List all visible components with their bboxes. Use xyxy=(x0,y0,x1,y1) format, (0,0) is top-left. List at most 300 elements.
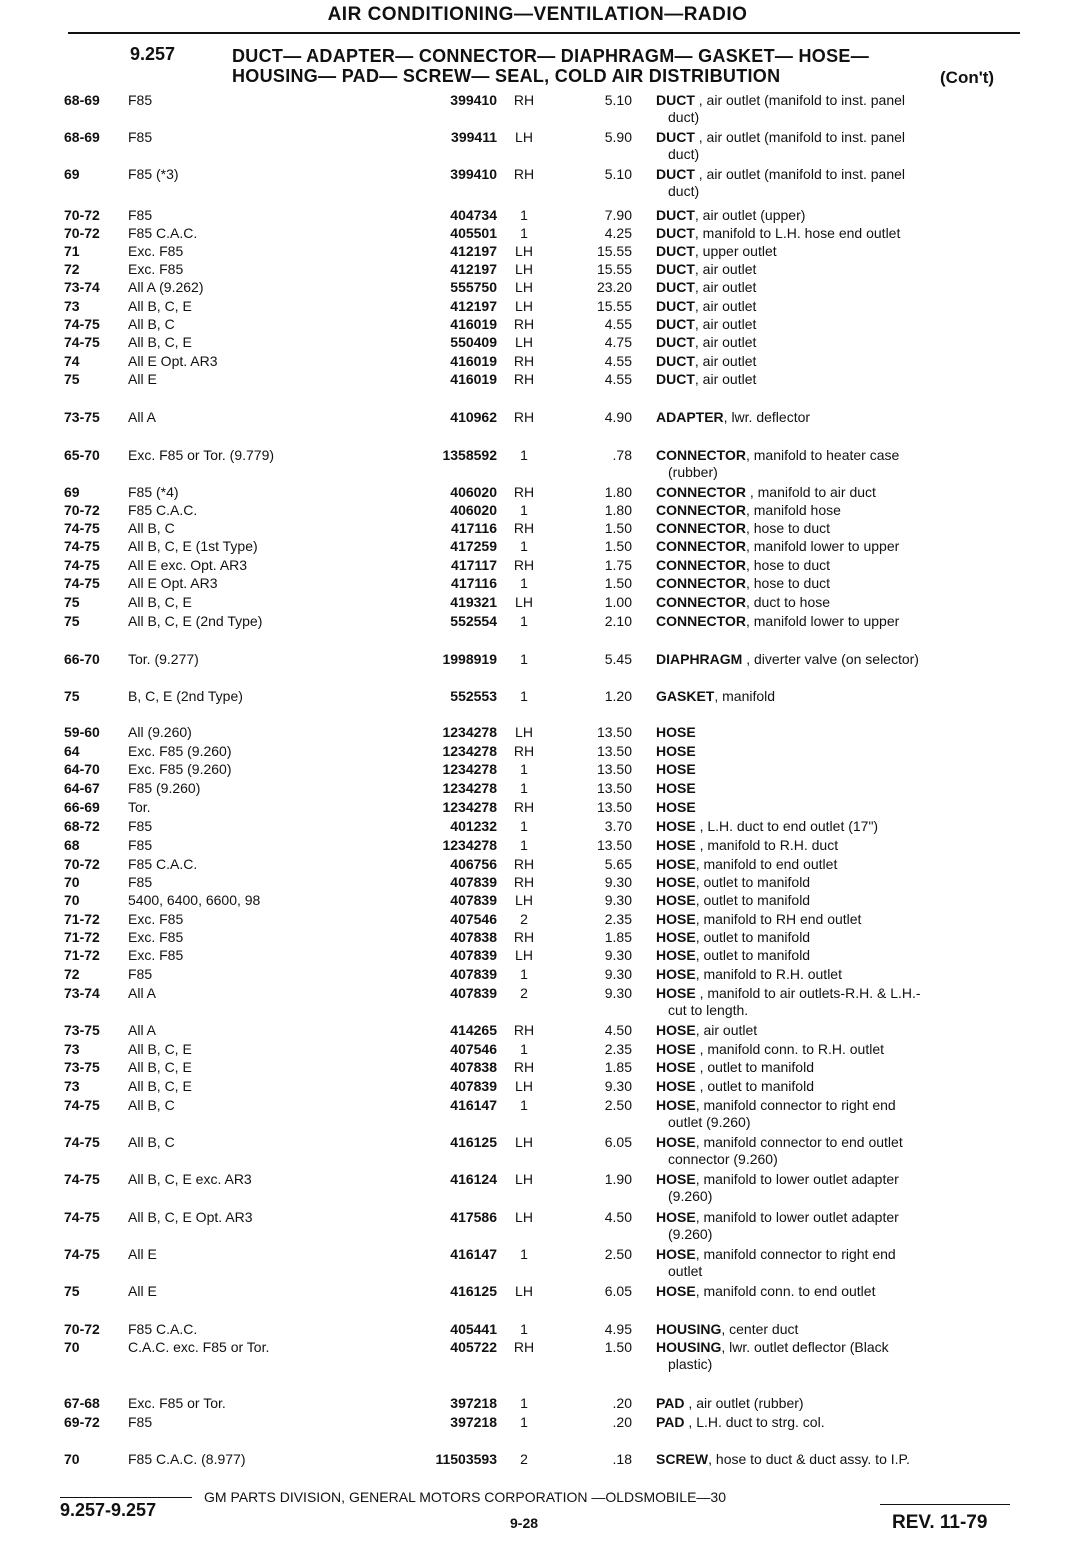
description-item-name: ADAPTER xyxy=(656,409,724,425)
description-detail: , manifold to R.H. outlet xyxy=(695,966,842,982)
price-cell: 4.75 xyxy=(604,334,632,350)
model-cell: All E exc. Opt. AR3 xyxy=(128,557,248,573)
year-cell: 74-75 xyxy=(64,316,100,332)
quantity-cell: 1 xyxy=(520,613,528,629)
quantity-cell: LH xyxy=(515,243,533,259)
table-row xyxy=(0,798,1075,816)
description-detail: , manifold to R.H. duct xyxy=(695,837,839,853)
price-cell: 1.00 xyxy=(604,594,632,610)
section-number: 9.257 xyxy=(130,44,176,64)
price-cell: 4.95 xyxy=(604,1321,632,1337)
model-cell: Exc. F85 (9.260) xyxy=(128,743,232,759)
year-cell: 69-72 xyxy=(64,1414,100,1430)
table-row xyxy=(0,650,1075,668)
price-cell: 15.55 xyxy=(596,298,632,314)
table-row xyxy=(0,1338,1075,1356)
price-cell: 9.30 xyxy=(604,874,632,890)
description-item-name: HOSE xyxy=(656,780,696,796)
part-number-cell: 417586 xyxy=(450,1209,497,1225)
model-cell: 5400, 6400, 6600, 98 xyxy=(128,892,261,908)
model-cell: C.A.C. exc. F85 or Tor. xyxy=(128,1339,270,1355)
part-number-cell: 407838 xyxy=(450,1059,497,1075)
description-detail: , manifold to heater case xyxy=(745,447,900,463)
part-number-cell: 407839 xyxy=(450,966,497,982)
table-row-continuation xyxy=(0,1355,1075,1373)
description-detail: , hose to duct xyxy=(745,557,831,573)
price-cell: 3.70 xyxy=(604,818,632,834)
model-cell: All B, C, E xyxy=(128,1078,192,1094)
model-cell: B, C, E (2nd Type) xyxy=(128,688,243,704)
description-detail: , manifold connector to end outlet xyxy=(695,1134,903,1150)
model-cell: All E xyxy=(128,1246,157,1262)
year-cell: 66-70 xyxy=(64,651,100,667)
table-row xyxy=(0,760,1075,778)
table-row-continuation xyxy=(0,1187,1075,1205)
description-detail: , air outlet (manifold to inst. panel xyxy=(694,92,905,108)
table-row xyxy=(0,855,1075,873)
table-row xyxy=(0,910,1075,928)
description-cell xyxy=(656,1133,1020,1151)
price-cell: 9.30 xyxy=(604,1078,632,1094)
description-detail: , air outlet (upper) xyxy=(694,207,806,223)
description-detail: , outlet to manifold xyxy=(695,1078,814,1094)
part-number-cell: 407839 xyxy=(450,892,497,908)
model-cell: All E Opt. AR3 xyxy=(128,575,218,591)
model-cell: F85 C.A.C. xyxy=(128,502,198,518)
year-cell: 74-75 xyxy=(64,575,100,591)
price-cell: 1.20 xyxy=(604,688,632,704)
table-row xyxy=(0,593,1075,611)
part-number-cell: 404734 xyxy=(450,207,497,223)
part-number-cell: 1998919 xyxy=(442,651,497,667)
description-item-name: HOSE xyxy=(656,911,696,927)
part-number-cell: 555750 xyxy=(450,279,497,295)
description-detail: , outlet to manifold xyxy=(695,1059,814,1075)
table-row-continuation xyxy=(0,463,1075,481)
description-item-name: CONNECTOR xyxy=(656,557,746,573)
description-cell xyxy=(656,817,1020,835)
model-cell: F85 (*3) xyxy=(128,166,179,182)
year-cell: 67-68 xyxy=(64,1395,100,1411)
price-cell: 9.30 xyxy=(604,947,632,963)
table-row xyxy=(0,556,1075,574)
part-number-cell: 550409 xyxy=(450,334,497,350)
description-cell xyxy=(656,333,1020,351)
quantity-cell: LH xyxy=(515,334,533,350)
section-continued: (Con't) xyxy=(940,68,995,87)
quantity-cell: 1 xyxy=(520,1246,528,1262)
table-row xyxy=(0,315,1075,333)
quantity-cell: LH xyxy=(515,298,533,314)
quantity-cell: LH xyxy=(515,1171,533,1187)
price-cell: 1.85 xyxy=(604,929,632,945)
year-cell: 74-75 xyxy=(64,557,100,573)
description-detail: , outlet to manifold xyxy=(695,874,811,890)
description-item-name: HOSE xyxy=(656,1283,696,1299)
part-number-cell: 397218 xyxy=(450,1395,497,1411)
description-detail: , hose to duct & duct assy. to I.P. xyxy=(708,1451,910,1467)
model-cell: F85 (9.260) xyxy=(128,780,201,796)
model-cell: All B, C xyxy=(128,316,175,332)
price-cell: 6.05 xyxy=(604,1134,632,1150)
quantity-cell: RH xyxy=(513,371,535,387)
part-number-cell: 1234278 xyxy=(442,799,497,815)
description-detail: , manifold to lower outlet adapter xyxy=(695,1171,899,1187)
description-item-name: CONNECTOR xyxy=(656,520,746,536)
table-row xyxy=(0,537,1075,555)
price-cell: .18 xyxy=(612,1451,632,1467)
table-row xyxy=(0,1394,1075,1412)
price-cell: 9.30 xyxy=(604,966,632,982)
description-detail: , air outlet xyxy=(694,371,757,387)
description-item-name: HOSE xyxy=(656,724,696,740)
description-item-name: HOSE xyxy=(656,966,696,982)
quantity-cell: RH xyxy=(513,520,535,536)
description-cell xyxy=(656,836,1020,854)
table-row-continuation xyxy=(0,145,1075,163)
description-continuation: duct) xyxy=(668,146,700,162)
part-number-cell: 401232 xyxy=(450,818,497,834)
quantity-cell: 1 xyxy=(520,966,528,982)
year-cell: 70 xyxy=(64,874,80,890)
description-item-name: DUCT xyxy=(656,243,695,259)
part-number-cell: 407839 xyxy=(450,985,497,1001)
part-number-cell: 417116 xyxy=(451,520,497,536)
year-cell: 70-72 xyxy=(64,1321,100,1337)
table-row-continuation xyxy=(0,1262,1075,1280)
table-row-continuation xyxy=(0,1113,1075,1131)
table-row xyxy=(0,1320,1075,1338)
description-detail: , upper outlet xyxy=(694,243,777,259)
section-title-line1: DUCT— ADAPTER— CONNECTOR— DIAPHRAGM— GASKET— HOSE— xyxy=(232,46,870,66)
description-cell xyxy=(656,779,1020,797)
description-cell xyxy=(656,965,1020,983)
model-cell: F85 xyxy=(128,1414,153,1430)
description-cell xyxy=(656,1021,1020,1039)
part-number-cell: 416019 xyxy=(450,353,497,369)
year-cell: 68-69 xyxy=(64,92,100,108)
table-row xyxy=(0,1450,1075,1468)
quantity-cell: LH xyxy=(515,1209,533,1225)
description-item-name: CONNECTOR xyxy=(656,594,746,610)
part-number-cell: 414265 xyxy=(450,1022,497,1038)
quantity-cell: 1 xyxy=(520,651,528,667)
quantity-cell: 1 xyxy=(520,225,528,241)
description-detail: , air outlet xyxy=(694,353,757,369)
description-item-name: HOSE xyxy=(656,985,696,1001)
description-item-name: DUCT xyxy=(656,371,695,387)
description-cell xyxy=(656,1394,1020,1412)
description-detail: , air outlet (manifold to inst. panel xyxy=(694,166,905,182)
model-cell: All B, C xyxy=(128,520,175,536)
table-row xyxy=(0,206,1075,224)
year-cell: 66-69 xyxy=(64,799,100,815)
description-item-name: HOSE xyxy=(656,856,696,872)
quantity-cell: 1 xyxy=(520,761,528,777)
year-cell: 73 xyxy=(64,1078,80,1094)
description-detail: , manifold to lower outlet adapter xyxy=(695,1209,899,1225)
model-cell: F85 C.A.C. (8.977) xyxy=(128,1451,246,1467)
price-cell: 4.55 xyxy=(604,371,632,387)
description-item-name: CONNECTOR xyxy=(656,575,746,591)
model-cell: All B, C xyxy=(128,1097,175,1113)
description-item-name: HOSE xyxy=(656,837,696,853)
price-cell: 1.75 xyxy=(604,557,632,573)
price-cell: 5.90 xyxy=(604,129,632,145)
description-detail: , air outlet (rubber) xyxy=(684,1395,804,1411)
description-item-name: SCREW xyxy=(656,1451,709,1467)
description-item-name: HOSE xyxy=(656,1041,696,1057)
part-number-cell: 417116 xyxy=(451,575,497,591)
year-cell: 70 xyxy=(64,1451,80,1467)
part-number-cell: 412197 xyxy=(450,298,497,314)
description-item-name: HOSE xyxy=(656,1078,696,1094)
price-cell: 1.50 xyxy=(604,520,632,536)
year-cell: 71-72 xyxy=(64,947,100,963)
part-number-cell: 1234278 xyxy=(442,761,497,777)
model-cell: F85 xyxy=(128,207,153,223)
model-cell: All A (9.262) xyxy=(128,279,204,295)
price-cell: 13.50 xyxy=(596,743,632,759)
description-detail: , air outlet xyxy=(694,334,757,350)
model-cell: All B, C, E xyxy=(128,298,192,314)
description-continuation: (9.260) xyxy=(668,1226,713,1242)
description-item-name: CONNECTOR xyxy=(656,484,746,500)
part-number-cell: 410962 xyxy=(450,409,497,425)
description-item-name: DUCT xyxy=(656,207,695,223)
quantity-cell: LH xyxy=(515,947,533,963)
description-continuation: cut to length. xyxy=(668,1002,749,1018)
year-cell: 68-72 xyxy=(64,818,100,834)
table-row xyxy=(0,501,1075,519)
description-detail: , air outlet xyxy=(694,261,757,277)
year-cell: 64 xyxy=(64,743,80,759)
description-item-name: HOSE xyxy=(656,1209,696,1225)
year-cell: 75 xyxy=(64,594,80,610)
description-continuation: duct) xyxy=(668,109,700,125)
part-number-cell: 416124 xyxy=(450,1171,497,1187)
model-cell: All B, C, E xyxy=(128,1059,192,1075)
table-row xyxy=(0,408,1075,426)
table-row xyxy=(0,836,1075,854)
description-cell xyxy=(656,1450,1020,1468)
description-item-name: HOSE xyxy=(656,1097,696,1113)
table-row-continuation xyxy=(0,1150,1075,1168)
table-row xyxy=(0,483,1075,501)
description-item-name: GASKET xyxy=(656,688,715,704)
price-cell: .20 xyxy=(612,1395,632,1411)
description-cell xyxy=(656,165,1020,183)
part-number-cell: 552553 xyxy=(450,688,497,704)
table-row xyxy=(0,91,1075,109)
price-cell: 1.85 xyxy=(604,1059,632,1075)
description-continuation: plastic) xyxy=(668,1356,713,1372)
part-number-cell: 407839 xyxy=(450,874,497,890)
table-row xyxy=(0,519,1075,537)
description-item-name: PAD xyxy=(656,1395,685,1411)
quantity-cell: 1 xyxy=(520,1041,528,1057)
table-row xyxy=(0,1077,1075,1095)
part-number-cell: 405722 xyxy=(450,1339,497,1355)
part-number-cell: 407838 xyxy=(450,929,497,945)
description-item-name: CONNECTOR xyxy=(656,538,746,554)
quantity-cell: RH xyxy=(513,1339,535,1355)
model-cell: All A xyxy=(128,1022,157,1038)
description-cell xyxy=(656,873,1020,891)
description-detail: , duct to hose xyxy=(745,594,831,610)
price-cell: 2.35 xyxy=(604,911,632,927)
description-cell xyxy=(656,650,1020,668)
description-cell xyxy=(656,723,1020,741)
table-row xyxy=(0,1282,1075,1300)
description-cell xyxy=(656,1058,1020,1076)
table-row-continuation xyxy=(0,1001,1075,1019)
quantity-cell: 2 xyxy=(520,1451,528,1467)
description-cell xyxy=(656,128,1020,146)
model-cell: All B, C, E exc. AR3 xyxy=(128,1171,252,1187)
price-cell: 4.55 xyxy=(604,316,632,332)
description-detail: , air outlet xyxy=(694,316,757,332)
description-detail: , manifold conn. to R.H. outlet xyxy=(695,1041,885,1057)
table-row xyxy=(0,352,1075,370)
price-cell: 1.80 xyxy=(604,484,632,500)
part-number-cell: 407546 xyxy=(450,911,497,927)
table-row xyxy=(0,1058,1075,1076)
description-cell xyxy=(656,1096,1020,1114)
part-number-cell: 399411 xyxy=(451,129,497,145)
table-row xyxy=(0,370,1075,388)
description-item-name: HOSE xyxy=(656,743,696,759)
description-cell xyxy=(656,1320,1020,1338)
model-cell: F85 xyxy=(128,837,153,853)
model-cell: Exc. F85 xyxy=(128,911,184,927)
description-detail: , manifold to L.H. hose end outlet xyxy=(694,225,901,241)
year-cell: 73 xyxy=(64,1041,80,1057)
model-cell: All E xyxy=(128,371,157,387)
description-cell xyxy=(656,1338,1020,1356)
description-item-name: DUCT xyxy=(656,353,695,369)
part-number-cell: 1234278 xyxy=(442,780,497,796)
table-row xyxy=(0,1170,1075,1188)
footer-page-number: 9-28 xyxy=(510,1515,539,1531)
year-cell: 74-75 xyxy=(64,334,100,350)
model-cell: Exc. F85 xyxy=(128,261,184,277)
description-cell xyxy=(656,910,1020,928)
year-cell: 70-72 xyxy=(64,225,100,241)
footer-corporation: GM PARTS DIVISION, GENERAL MOTORS CORPORATION —OLDSMOBILE—30 xyxy=(204,1489,726,1505)
price-cell: 4.90 xyxy=(604,409,632,425)
price-cell: 13.50 xyxy=(596,837,632,853)
year-cell: 73 xyxy=(64,298,80,314)
description-cell xyxy=(656,593,1020,611)
table-row xyxy=(0,1096,1075,1114)
description-cell xyxy=(656,242,1020,260)
year-cell: 71-72 xyxy=(64,929,100,945)
table-row-continuation xyxy=(0,182,1075,200)
description-detail: , manifold lower to upper xyxy=(745,538,900,554)
quantity-cell: RH xyxy=(513,929,535,945)
price-cell: 15.55 xyxy=(596,261,632,277)
description-detail: , manifold connector to right end xyxy=(695,1097,896,1113)
table-row xyxy=(0,817,1075,835)
description-cell xyxy=(656,946,1020,964)
description-cell xyxy=(656,1077,1020,1095)
description-item-name: DUCT xyxy=(656,298,695,314)
table-row xyxy=(0,165,1075,183)
price-cell: 4.25 xyxy=(604,225,632,241)
description-detail: , lwr. outlet deflector (Black xyxy=(721,1339,889,1355)
year-cell: 73-75 xyxy=(64,1022,100,1038)
year-cell: 75 xyxy=(64,371,80,387)
year-cell: 73-75 xyxy=(64,1059,100,1075)
description-cell xyxy=(656,612,1020,630)
description-item-name: HOSE xyxy=(656,1134,696,1150)
part-number-cell: 405501 xyxy=(450,225,497,241)
price-cell: 5.45 xyxy=(604,651,632,667)
part-number-cell: 416019 xyxy=(450,316,497,332)
description-item-name: HOSE xyxy=(656,1171,696,1187)
year-cell: 74-75 xyxy=(64,1134,100,1150)
price-cell: 2.50 xyxy=(604,1097,632,1113)
table-row xyxy=(0,297,1075,315)
year-cell: 72 xyxy=(64,261,80,277)
table-row xyxy=(0,779,1075,797)
price-cell: 5.10 xyxy=(604,92,632,108)
part-number-cell: 412197 xyxy=(450,261,497,277)
description-detail: , manifold to air duct xyxy=(745,484,876,500)
price-cell: 9.30 xyxy=(604,892,632,908)
description-detail: , outlet to manifold xyxy=(695,947,811,963)
year-cell: 74-75 xyxy=(64,520,100,536)
table-row xyxy=(0,1413,1075,1431)
description-item-name: DUCT xyxy=(656,225,695,241)
table-row-continuation xyxy=(0,108,1075,126)
quantity-cell: RH xyxy=(513,316,535,332)
table-row xyxy=(0,687,1075,705)
description-cell xyxy=(656,206,1020,224)
description-cell xyxy=(656,798,1020,816)
description-detail: , air outlet xyxy=(695,1022,758,1038)
quantity-cell: 1 xyxy=(520,1414,528,1430)
part-number-cell: 416019 xyxy=(450,371,497,387)
description-item-name: DUCT xyxy=(656,129,695,145)
description-cell xyxy=(656,687,1020,705)
description-cell xyxy=(656,1282,1020,1300)
quantity-cell: RH xyxy=(513,874,535,890)
description-cell xyxy=(656,928,1020,946)
quantity-cell: LH xyxy=(515,261,533,277)
description-cell xyxy=(656,760,1020,778)
price-cell: 15.55 xyxy=(596,243,632,259)
quantity-cell: RH xyxy=(513,166,535,182)
year-cell: 73-75 xyxy=(64,409,100,425)
year-cell: 74-75 xyxy=(64,1171,100,1187)
price-cell: 1.50 xyxy=(604,1339,632,1355)
price-cell: 2.35 xyxy=(604,1041,632,1057)
table-row xyxy=(0,260,1075,278)
description-item-name: DUCT xyxy=(656,166,695,182)
price-cell: 4.50 xyxy=(604,1022,632,1038)
quantity-cell: 1 xyxy=(520,538,528,554)
price-cell: 1.50 xyxy=(604,538,632,554)
description-cell xyxy=(656,1208,1020,1226)
description-item-name: HOSE xyxy=(656,874,696,890)
description-continuation: (rubber) xyxy=(668,464,718,480)
footer-revision: REV. 11-79 xyxy=(892,1512,988,1533)
quantity-cell: LH xyxy=(515,1078,533,1094)
quantity-cell: 1 xyxy=(520,837,528,853)
description-detail: , air outlet (manifold to inst. panel xyxy=(694,129,905,145)
